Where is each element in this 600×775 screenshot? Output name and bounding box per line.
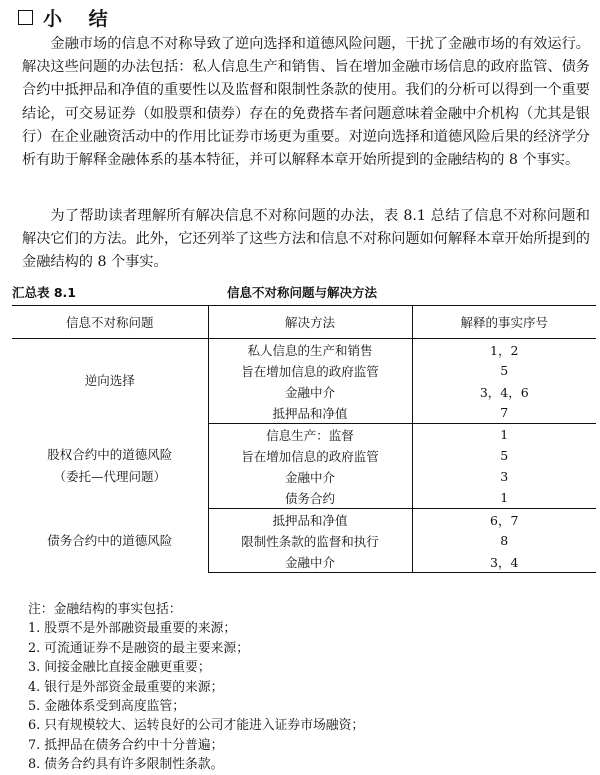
note-item: 8. 债务合约具有许多限制性条款。 [28, 757, 224, 773]
method-cell: 私人信息的生产和销售 [208, 339, 412, 361]
method-cell: 抵押品和净值 [208, 402, 412, 424]
method-cell: 抵押品和净值 [208, 509, 412, 531]
table-header-row [12, 306, 596, 339]
facts-cell: 7 [412, 402, 596, 424]
facts-cell: 5 [412, 360, 596, 381]
facts-cell: 1，2 [412, 339, 596, 361]
note-item: 3. 间接金融比直接金融更重要； [28, 660, 211, 676]
summary-paragraph-1: 金融市场的信息不对称导致了逆向选择和道德风险问题，干扰了金融市场的有效运行。解决这些问题的办法包括：私人信息生产和销售、旨在增加金融市场信息的政府监管、债务合约中抵押品和净值的重要性以及监督和限制性条款的使用。我们的分析可以得到一个重要结论，可交易证券（如股票和债券）存在的免费搭车者问题意味着金融中介机构（尤其是银行）在企业融资活动中的作用比证券市场更为重要。对逆向选择和道德风险后果的经济学分析有助于解释金融体系的基本特征，并可以解释本章开始所提到的金融结构的 8 个事实。 [22, 36, 590, 169]
table-row [12, 339, 596, 361]
summary-paragraph-2: 为了帮助读者理解所有解决信息不对称问题的办法，表 8.1 总结了信息不对称问题和解决它们的方法。此外，它还列举了这些方法和信息不对称问题如何解释本章开始所提到的金融结构的 8 个事实。 [22, 208, 590, 271]
table-caption [12, 283, 592, 303]
problem-label-sub: （委托—代理问题） [53, 469, 166, 484]
note-item: 7. 抵押品在债务合约中十分普遍； [28, 737, 224, 753]
problem-equity-moral-hazard [12, 424, 208, 509]
method-cell: 限制性条款的监督和执行 [208, 530, 412, 551]
facts-cell: 1 [412, 424, 596, 446]
note-item: 5. 金融体系受到高度监管； [28, 699, 186, 715]
note-item: 2. 可流通证券不是融资的最主要来源； [28, 640, 250, 656]
section-title: 小 结 [43, 7, 118, 30]
facts-cell: 8 [412, 530, 596, 551]
problem-label: 债务合约中的道德风险 [47, 532, 173, 548]
summary-table [12, 305, 596, 573]
table-notes [28, 600, 364, 775]
facts-cell: 3，4 [412, 551, 596, 573]
problem-adverse-selection [12, 339, 208, 424]
header-problem: 信息不对称问题 [12, 306, 208, 339]
note-item: 1. 股票不是外部融资最重要的来源； [28, 621, 237, 637]
problem-debt-moral-hazard [12, 509, 208, 573]
facts-cell: 1 [412, 487, 596, 509]
note-item: 6. 只有规模较大、运转良好的公司才能进入证券市场融资； [28, 718, 365, 734]
problem-label: 股权合约中的道德风险 [47, 447, 173, 462]
header-facts: 解释的事实序号 [412, 306, 596, 339]
heading-box-icon [18, 10, 33, 25]
table-row [12, 424, 596, 446]
method-cell: 金融中介 [208, 551, 412, 573]
section-heading [18, 4, 118, 30]
method-cell: 旨在增加信息的政府监管 [208, 360, 412, 381]
method-cell: 金融中介 [208, 381, 412, 402]
table-number: 汇总表 8.1 [12, 285, 76, 300]
facts-cell: 6，7 [412, 509, 596, 531]
problem-label: 逆向选择 [84, 373, 135, 389]
method-cell: 债务合约 [208, 487, 412, 509]
table-title: 信息不对称问题与解决方法 [226, 285, 377, 300]
facts-cell: 3，4，6 [412, 381, 596, 402]
method-cell: 旨在增加信息的政府监管 [208, 445, 412, 466]
method-cell: 金融中介 [208, 466, 412, 487]
note-item: 4. 银行是外部资金最重要的来源； [28, 679, 224, 695]
facts-cell: 3 [412, 466, 596, 487]
facts-cell: 5 [412, 445, 596, 466]
method-cell: 信息生产：监督 [208, 424, 412, 446]
header-method: 解决方法 [208, 306, 412, 339]
table-row [12, 509, 596, 531]
notes-title: 注：金融结构的事实包括： [28, 602, 182, 617]
